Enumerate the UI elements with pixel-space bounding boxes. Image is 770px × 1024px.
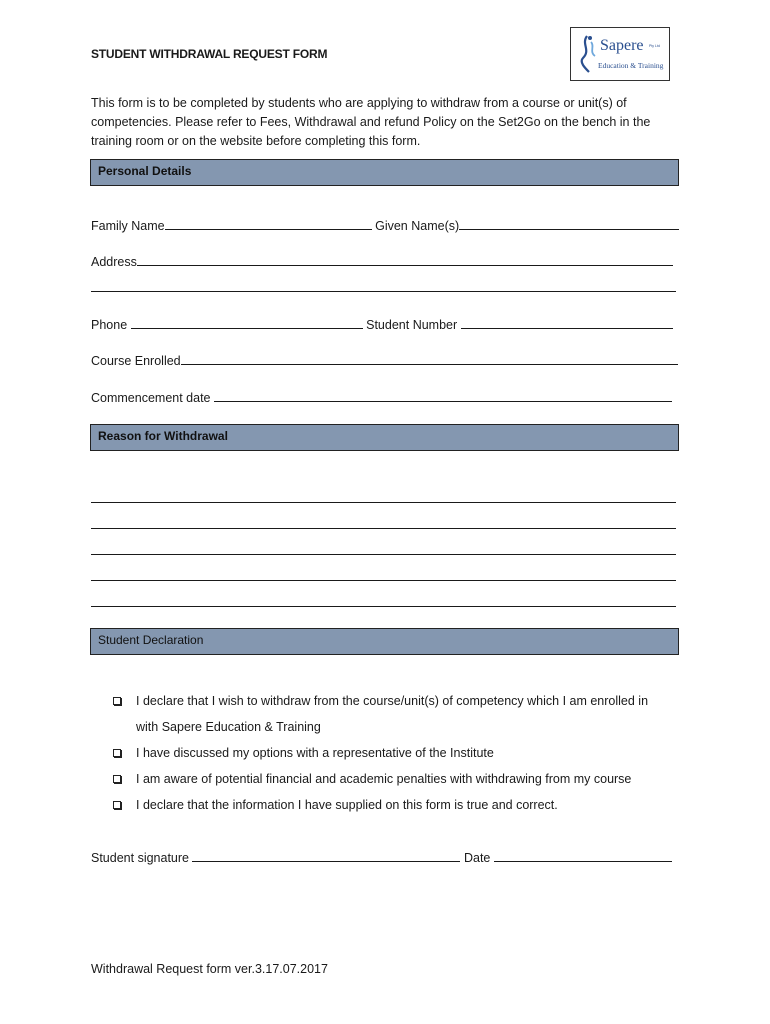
address-label: Address	[91, 255, 137, 269]
form-title: STUDENT WITHDRAWAL REQUEST FORM	[91, 47, 328, 61]
declaration-item: I declare that I wish to withdraw from the course/unit(s) of competency which I am enrolled in	[136, 694, 649, 708]
declaration-checkbox[interactable]	[113, 775, 121, 783]
section-student-declaration: Student Declaration	[90, 628, 679, 655]
declaration-item: I am aware of potential financial and academic penalties with withdrawing from my course	[136, 772, 632, 786]
signature-row	[91, 850, 681, 865]
declaration-checkbox[interactable]	[113, 749, 121, 757]
logo-name: Sapere	[600, 37, 644, 54]
phone-label: Phone	[91, 318, 128, 332]
reason-field-line[interactable]	[91, 554, 676, 555]
family-name-field[interactable]	[165, 218, 372, 230]
reason-field-line[interactable]	[91, 502, 676, 503]
reason-field-line[interactable]	[91, 580, 676, 581]
given-names-label: Given Name(s)	[375, 219, 460, 233]
date-label: Date	[463, 851, 491, 865]
footer-version: Withdrawal Request form ver.3.17.07.2017	[91, 962, 328, 976]
declaration-checkbox[interactable]	[113, 697, 121, 705]
family-name-row	[91, 218, 681, 233]
student-number-field[interactable]	[461, 317, 673, 329]
declaration-item: I have discussed my options with a representative of the Institute	[136, 746, 494, 760]
logo-subtitle: Education & Training	[598, 61, 664, 70]
declaration-checkbox[interactable]	[113, 801, 121, 809]
commencement-date-row	[91, 390, 681, 405]
reason-field-line[interactable]	[91, 606, 676, 607]
commencement-date-label: Commencement date	[91, 391, 211, 405]
signature-label: Student signature	[91, 851, 189, 865]
sapere-logo	[570, 27, 670, 81]
date-field[interactable]	[494, 850, 672, 862]
course-enrolled-row	[91, 353, 681, 368]
declaration-item-continued: with Sapere Education & Training	[136, 720, 321, 734]
declaration-item: I declare that the information I have supplied on this form is true and correct.	[136, 798, 558, 812]
family-name-label: Family Name	[91, 219, 165, 233]
student-number-label: Student Number	[366, 318, 458, 332]
commencement-date-field[interactable]	[214, 390, 672, 402]
section-personal-details: Personal Details	[90, 159, 679, 186]
given-names-field[interactable]	[459, 218, 679, 230]
course-enrolled-label: Course Enrolled	[91, 354, 181, 368]
phone-row	[91, 317, 681, 332]
logo-tiny: Pty Ltd	[649, 44, 660, 48]
reason-field-line[interactable]	[91, 528, 676, 529]
address-field[interactable]	[137, 254, 673, 266]
section-reason-for-withdrawal: Reason for Withdrawal	[90, 424, 679, 451]
course-enrolled-field[interactable]	[181, 353, 678, 365]
intro-paragraph: This form is to be completed by students who are applying to withdraw from a course or unit(s) of competencies. Please refer to Fees, Withdrawal and refund Policy on the Set2Go on the bench in the training room or on the website before completing this form.	[91, 96, 651, 148]
address-row	[91, 254, 681, 269]
signature-field[interactable]	[192, 850, 460, 862]
address-field-line-2[interactable]	[91, 291, 676, 292]
phone-field[interactable]	[131, 317, 363, 329]
